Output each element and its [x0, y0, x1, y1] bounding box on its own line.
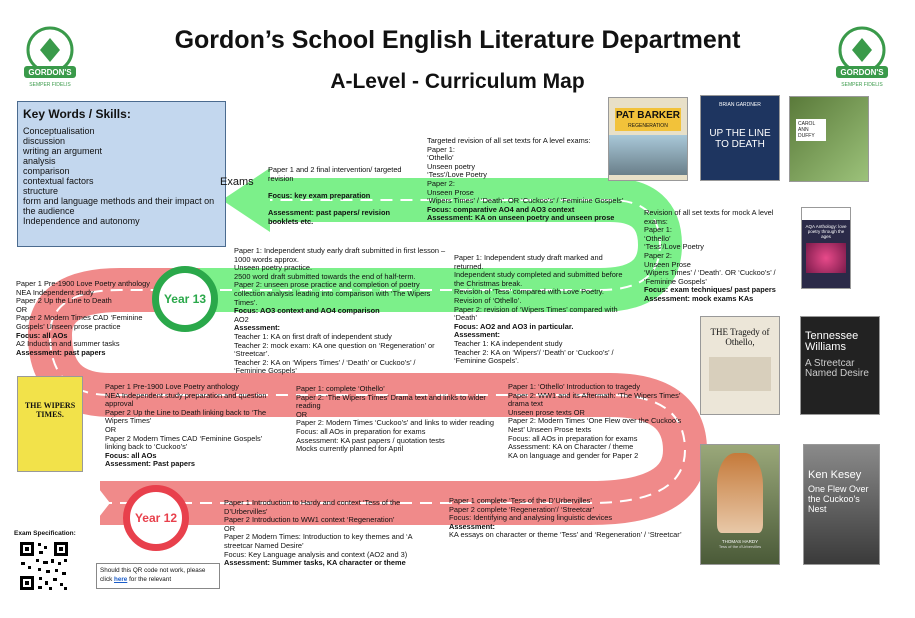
block-year12-autumn2: Paper 1 complete ‘Tess of the D’Urbervilles’ Paper 2 complete ‘Regeneration’/ ‘Streetcar’ Focus: Identifying and analysing linguistic devices Assessment: KA essays on character or theme ‘Tess’ and ‘Regeneration’ / ‘Streetcar’ — [449, 496, 682, 540]
logo-motto: SEMPER FIDELIS — [841, 82, 883, 88]
key-word: analysis — [23, 156, 56, 166]
book-cover-regeneration: PAT BARKER REGENERATION — [608, 97, 688, 181]
book-cover-tess: THOMAS HARDY Tess of the d'Urbervilles — [700, 444, 780, 565]
page-title: Gordon’s School English Literature Department — [174, 26, 741, 54]
school-logo-right — [828, 20, 896, 88]
key-word: writing an argument — [23, 146, 103, 156]
key-words-heading: Key Words / Skills: — [23, 107, 131, 121]
block-year12-summer1: Paper 1 Pre-1900 Love Poetry anthology NEA Independent study preparation and question approval Paper 2 Up the Line to Death linking back to ‘The Wipers Times’ OR Paper 2 Modern Times CAD ‘Feminine Gospels’ linking back to ‘Cuckoo’s’ Focus: all AOs Assessment: Past papers — [105, 382, 267, 469]
year13-label: Year 13 — [163, 292, 207, 306]
block-year13-autumn2: Paper 1: Independent study draft marked and returned. Independent study completed and submitted before the Christmas break. Revision of ‘Tess’ compared with Love Poetry. Revision of ‘Othello’. Paper 2: revision of ‘Wipers Times’ compared with ‘Death’ Focus: AO2 and AO3 in particular. Assessment: Teacher 1: KA independent study Teacher 2: KA on ‘Wipers’/ ‘Death’ or ‘Cuckoo’s’ / ‘Feminine Gospels’. — [454, 253, 623, 366]
year12-badge — [123, 485, 189, 551]
block-exam-intervention: Paper 1 and 2 final intervention/ targeted revision Focus: key exam preparation Assessment: past papers/ revision booklets etc. — [268, 165, 402, 226]
key-words-box — [17, 101, 226, 247]
book-cover-up-the-line: BRIAN GARDNER UP THE LINE TO DEATH — [700, 95, 780, 181]
block-year12-autumn1: Paper 1 Introduction to Hardy and context ‘Tess of the D’Urbervilles’ Paper 2 Introduction to WW1 context ‘Regeneration’ OR Paper 2 Modern Times: Introduction to key themes and ‘A streetcar Named Desire’ Focus: Key Language analysis and context (AO2 and 3) Assessment: Summer tasks, KA character or theme — [224, 498, 413, 568]
block-targeted-revision: Targeted revision of all set texts for A level exams: Paper 1: ‘Othello’ Unseen poetry ‘Tess’/Love Poetry Paper 2: Unseen Prose ‘Wipers Times’ / ‘Death’. OR ‘Cuckoo’s’ / ‘Feminine Gospels’ Focus: comparative AO4 and AO3 context Assessment: KA on unseen poetry and unseen prose — [427, 136, 624, 223]
key-word: contextual factors — [23, 176, 94, 186]
block-year12-spring2: Paper 1: complete ‘Othello’ Paper 2: ‘The Wipers Times’ Drama text and links to wider reading OR Paper 2: Modern Times ‘Cuckoo’s’ and links to wider reading Focus: all AOs in preparation for exams Assessment: KA past papers / quotation tests Mocks currently planned for April — [296, 384, 495, 454]
year13-badge — [152, 266, 218, 332]
book-cover-othello: THE Tragedy of Othello, — [700, 316, 780, 415]
block-mock-revision: Revision of all set texts for mock A level exams: Paper 1: ‘Othello’ ‘Tess’/Love Poetry Paper 2: Unseen Prose ‘Wipers Times’ / ‘Death’. OR ‘Cuckoo’s’ / ‘Feminine Gospels’ Focus: exam techniques/ past papers Assessment: mock exams KAs — [644, 208, 776, 303]
logo-text: GORDON'S — [840, 68, 884, 77]
exam-spec-label: Exam Specification: — [14, 530, 76, 537]
key-word: form and language methods and their impact on the audience — [23, 196, 215, 216]
book-cover-cuckoo: Ken Kesey One Flew Over the Cuckoo's Nest — [803, 444, 880, 565]
key-word: Independence and autonomy — [23, 216, 140, 226]
page-subtitle: A-Level - Curriculum Map — [330, 70, 585, 93]
school-logo-left — [16, 20, 84, 88]
block-year12-spring1: Paper 1: ‘Othello’ Introduction to tragedy Paper 2: WW1 and its Aftermath: ‘The Wipers Times’ drama text Unseen prose texts OR Paper 2: Modern Times ‘One Flew over the Cuckoo’s Nest’ Unseen Prose texts Focus: all AOs in preparation for exams Assessment: KA on Character / theme KA on language and gender for Paper 2 — [508, 382, 682, 460]
exams-label: Exams — [220, 176, 254, 188]
block-year12-summer2: Paper 1 Pre-1900 Love Poetry anthology NEA Independent study Paper 2 Up the Line to Death OR Paper 2 Modern Times CAD ‘Feminine Gospels’ Unseen prose practice Focus: all AOs A2 Induction and summer tasks Assessment: past papers — [16, 279, 150, 357]
key-word: discussion — [23, 136, 66, 146]
book-cover-streetcar: Tennessee Williams A Streetcar Named Desire — [800, 316, 880, 415]
logo-text: GORDON'S — [28, 68, 72, 77]
book-cover-wipers-times: THE WIPERS TIMES. — [17, 376, 83, 472]
year12-label: Year 12 — [134, 511, 178, 525]
block-year13-autumn1: Paper 1: Independent study early draft submitted in first lesson – 1000 words approx. Unseen poetry practice. 2500 word draft submitted towards the end of half-term. Paper 2: unseen prose practice and completion of poetry collection analysis leading into comparison with ‘The Wipers Times’. Focus: AO3 context and AO4 comparison AO2 Assessment: Teacher 1: KA on first draft of independent study Teacher 2: mock exam: KA one question on ‘Regeneration’ or ‘Streetcar’. Teacher 2: KA on ‘Wipers Times’ / ‘Death’ or Cuckoo’s’ / ‘Feminine Gospels’ — [234, 246, 446, 376]
key-word: comparison — [23, 166, 70, 176]
qr-code[interactable] — [18, 540, 70, 592]
key-word: structure — [23, 186, 59, 196]
book-cover-duffy: CAROL ANN DUFFY — [789, 96, 869, 182]
key-word: Conceptualisation — [23, 126, 95, 136]
logo-motto: SEMPER FIDELIS — [29, 82, 71, 88]
qr-fallback-link[interactable]: here — [114, 576, 128, 583]
qr-note-box: Should this QR code not work, please click here for the relevant — [96, 563, 220, 589]
book-cover-aqa-anthology: AQA Anthology: love poetry through the ages — [801, 207, 851, 289]
